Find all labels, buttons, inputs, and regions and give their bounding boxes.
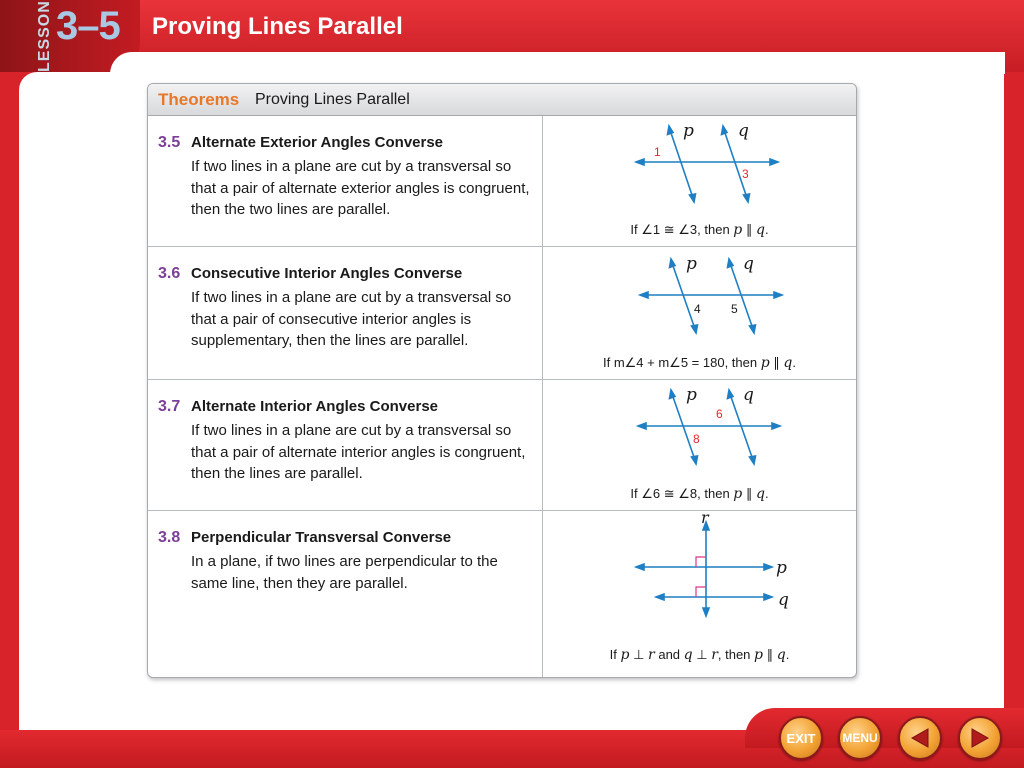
caption-text: . — [785, 647, 790, 662]
caption-text: . — [764, 486, 769, 501]
caption-text: . — [764, 222, 769, 237]
caption-text: If ∠6 ≅ ∠8, then — [630, 486, 734, 501]
theorems-label: Theorems — [158, 90, 240, 109]
theorem-name: Alternate Interior Angles Converse — [191, 398, 439, 415]
line-label-p: p — [686, 385, 697, 405]
angle-label: 8 — [693, 432, 700, 446]
line-label-p: p — [683, 121, 694, 141]
caption-text: . — [792, 355, 797, 370]
theorem-caption — [543, 647, 856, 663]
caption-var: p — [620, 647, 630, 663]
lesson-word: LESSON — [36, 0, 53, 72]
angle-label: 5 — [731, 302, 738, 316]
slide-top-edge — [110, 52, 1005, 74]
caption-var: p — [760, 355, 770, 371]
caption-var: q — [776, 647, 786, 663]
caption-var: p — [733, 222, 743, 238]
triangle-left-icon — [907, 725, 933, 751]
caption-text: If — [609, 647, 621, 662]
theorem-text: If two lines in a plane are cut by a transversal so that a pair of alternate exterior angles is congruent, then the two lines are parallel. — [191, 158, 530, 218]
theorems-box-title: Proving Lines Parallel — [255, 91, 410, 108]
menu-label: MENU — [842, 731, 878, 745]
exit-button[interactable] — [779, 716, 823, 760]
angle-label: 3 — [742, 167, 749, 181]
theorems-box-header — [148, 84, 856, 116]
angle-label: 4 — [694, 302, 701, 316]
caption-var: p — [733, 486, 743, 502]
caption-var: r — [711, 647, 718, 663]
theorem-number: 3.5 — [158, 134, 181, 151]
caption-text: If ∠1 ≅ ∠3, then — [630, 222, 734, 237]
line-label-p: p — [776, 558, 787, 578]
menu-button[interactable] — [838, 716, 882, 760]
caption-text: ⊥ — [629, 647, 649, 662]
caption-text: ∥ — [763, 647, 777, 662]
caption-text: If m∠4 + m∠5 = 180, then — [602, 355, 761, 370]
theorem-name: Perpendicular Transversal Converse — [191, 529, 452, 546]
theorem-text: If two lines in a plane are cut by a transversal so that a pair of consecutive interior angles is supplementary, then the lines are parallel. — [191, 289, 512, 349]
line-label-q: q — [738, 121, 749, 141]
theorem-row-3-7 — [148, 380, 856, 511]
caption-var: p — [754, 647, 763, 663]
theorem-caption — [543, 486, 856, 502]
back-button[interactable] — [898, 716, 942, 760]
parallel-lines-diagram — [628, 116, 788, 216]
next-button[interactable] — [958, 716, 1002, 760]
theorem-row-3-8 — [148, 511, 856, 677]
caption-text: ∥ — [769, 355, 784, 370]
caption-var: r — [648, 647, 655, 663]
caption-var: q — [755, 222, 765, 238]
triangle-right-icon — [967, 725, 993, 751]
line-label-q: q — [743, 254, 754, 274]
theorem-caption — [543, 355, 856, 371]
theorem-number: 3.8 — [158, 529, 181, 546]
exit-label: EXIT — [786, 730, 816, 746]
theorem-row-3-5 — [148, 116, 856, 247]
theorem-row-3-6 — [148, 247, 856, 380]
angle-label: 6 — [716, 407, 723, 421]
theorem-caption — [543, 222, 856, 238]
theorem-text: In a plane, if two lines are perpendicular to the same line, then they are parallel. — [191, 553, 498, 592]
caption-var: q — [783, 355, 793, 371]
line-label-r: r — [701, 511, 709, 527]
theorem-name: Alternate Exterior Angles Converse — [191, 134, 444, 151]
lesson-number: 3–5 — [56, 4, 120, 48]
caption-text: ∥ — [742, 486, 756, 501]
line-label-p: p — [686, 254, 697, 274]
parallel-lines-diagram — [628, 380, 788, 480]
theorem-name: Consecutive Interior Angles Converse — [191, 265, 463, 282]
theorem-number: 3.7 — [158, 398, 181, 415]
page-title: Proving Lines Parallel — [152, 13, 403, 40]
theorems-box — [147, 83, 857, 678]
caption-text: , then — [717, 647, 755, 662]
caption-text: ∥ — [742, 222, 756, 237]
caption-var: q — [683, 647, 693, 663]
perpendicular-lines-diagram — [628, 511, 798, 621]
theorem-text: If two lines in a plane are cut by a transversal so that a pair of alternate interior angles is congruent, then the lines are parallel. — [191, 422, 526, 482]
caption-var: q — [755, 486, 765, 502]
line-label-q: q — [778, 590, 789, 610]
angle-label: 1 — [654, 145, 661, 159]
parallel-lines-diagram — [628, 247, 788, 347]
line-label-q: q — [743, 385, 754, 405]
theorem-number: 3.6 — [158, 265, 181, 282]
caption-text: and — [654, 647, 684, 662]
caption-text: ⊥ — [692, 647, 712, 662]
